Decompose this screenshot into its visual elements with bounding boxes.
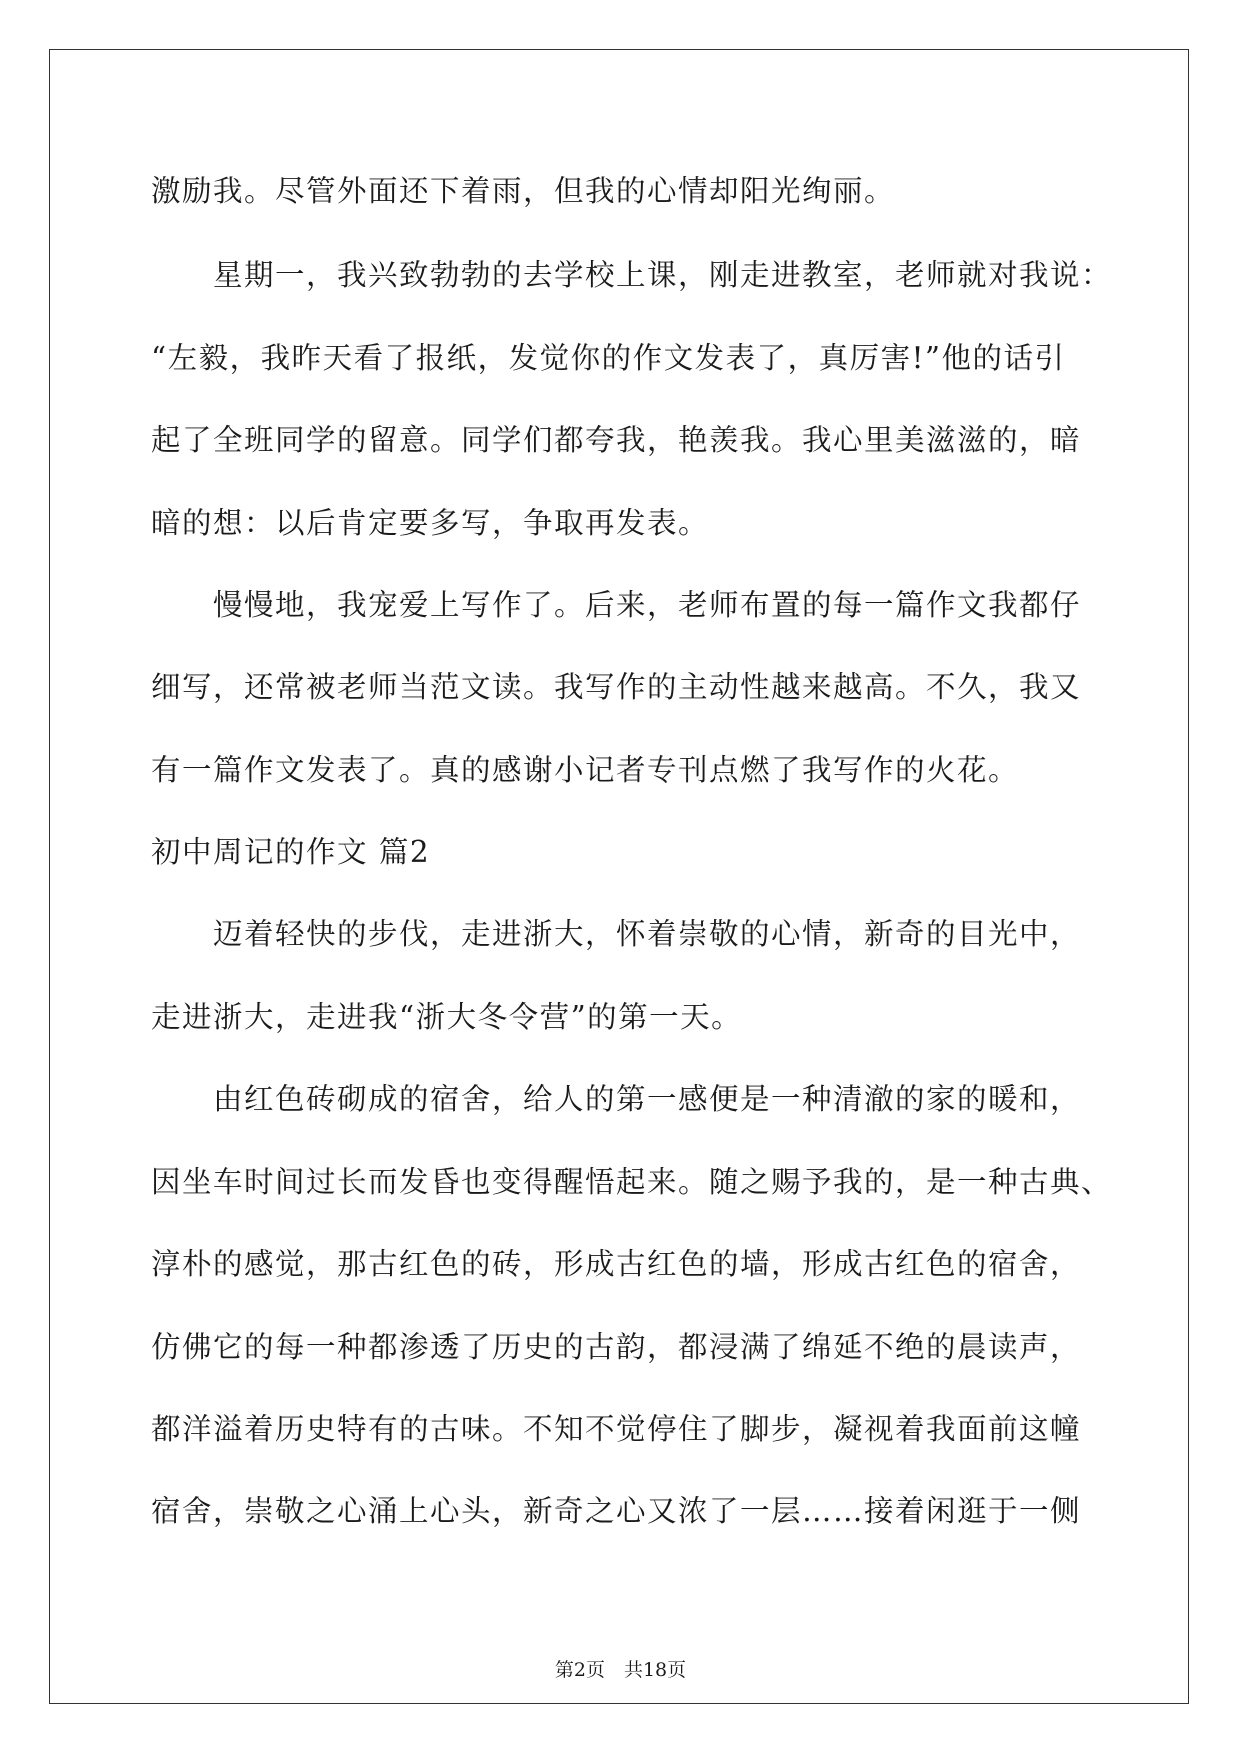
section-heading: 初中周记的作文 篇2 — [151, 835, 431, 869]
text-line: 有一篇作文发表了。真的感谢小记者专刊点燃了我写作的火花。 — [151, 753, 1020, 787]
text-line: 仿佛它的每一种都渗透了历史的古韵，都浸满了绵延不绝的晨读声， — [151, 1330, 1082, 1364]
text-line: 因坐车时间过长而发昏也变得醒悟起来。随之赐予我的，是一种古典、 — [151, 1165, 1113, 1199]
text-line: 都洋溢着历史特有的古味。不知不觉停住了脚步，凝视着我面前这幢 — [151, 1412, 1082, 1446]
text-line: 起了全班同学的留意。同学们都夸我，艳羡我。我心里美滋滋的，暗 — [151, 423, 1082, 457]
text-line: “左毅，我昨天看了报纸，发觉你的作文发表了，真厉害!”他的话引 — [151, 341, 1066, 375]
text-line: 激励我。尽管外面还下着雨，但我的心情却阳光绚丽。 — [151, 174, 896, 208]
text-line: 由红色砖砌成的宿舍，给人的第一感便是一种清澈的家的暖和， — [151, 1082, 1082, 1116]
page-number-footer: 第2页 共18页 — [554, 1659, 687, 1681]
text-line: 细写，还常被老师当范文读。我写作的主动性越来越高。不久，我又 — [151, 670, 1082, 704]
page-border — [49, 49, 1189, 1704]
text-line: 走进浙大，走进我“浙大冬令营”的第一天。 — [151, 1000, 743, 1034]
text-line: 迈着轻快的步伐，走进浙大，怀着崇敬的心情，新奇的目光中， — [151, 917, 1082, 951]
text-line: 星期一，我兴致勃勃的去学校上课，刚走进教室，老师就对我说： — [151, 258, 1113, 292]
text-line: 慢慢地，我宠爱上写作了。后来，老师布置的每一篇作文我都仔 — [151, 588, 1082, 622]
text-line: 暗的想：以后肯定要多写，争取再发表。 — [151, 506, 710, 540]
text-line: 宿舍，崇敬之心涌上心头，新奇之心又浓了一层……接着闲逛于一侧 — [151, 1494, 1082, 1528]
text-line: 淳朴的感觉，那古红色的砖，形成古红色的墙，形成古红色的宿舍， — [151, 1247, 1082, 1281]
